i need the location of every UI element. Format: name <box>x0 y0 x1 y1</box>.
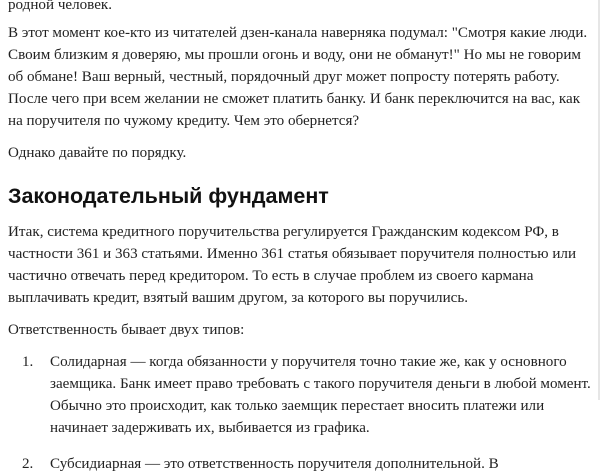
list-item <box>8 351 592 439</box>
list-item <box>8 453 592 475</box>
section-heading: Законодательный фундамент <box>8 184 329 208</box>
paragraph-law: Итак, система кредитного поручительства регулируется Гражданским кодексом РФ, в частности 361 и 363 статьями. Именно 361 статья обязывает поручителя полностью или частично отвечать перед кредитором. То есть в случае проблем из своего кармана выплачивать кредит, взятый вашим другом, за которого вы поручились. <box>8 224 577 306</box>
article-body <box>8 0 592 475</box>
paragraph-types: Ответственность бывает двух типов: <box>8 322 245 338</box>
paragraph-fragment: родной человек. <box>8 0 113 13</box>
list-item-text: Субсидиарная — это ответственность поручителя дополнительной. В <box>50 456 499 472</box>
list-item-number: 1. <box>22 354 34 370</box>
list-item-text: Солидарная — когда обязанности у поручителя точно такие же, как у основного заемщика. Банк имеет право требовать с такого поручителя деньги в любой момент. Обычно это происходит, как только заемщик перестает вносить платежи или начинает задерживать их, выбивается из графика. <box>50 354 591 436</box>
paragraph-order: Однако давайте по порядку. <box>8 145 187 161</box>
list-item-number: 2. <box>22 456 34 472</box>
liability-types-list <box>8 351 592 475</box>
paragraph-intro: В этот момент кое-кто из читателей дзен-канала наверняка подумал: "Смотря какие люди. Своим близким я доверяю, мы прошли огонь и воду, они не обманут!" Но мы не говорим об обмане! Ваш верный, честный, порядочный друг может попросту потерять работу. После чего при всем желании не сможет платить банку. И банк переключится на вас, как на поручителя по чужому кредиту. Чем это обернется? <box>8 25 588 129</box>
